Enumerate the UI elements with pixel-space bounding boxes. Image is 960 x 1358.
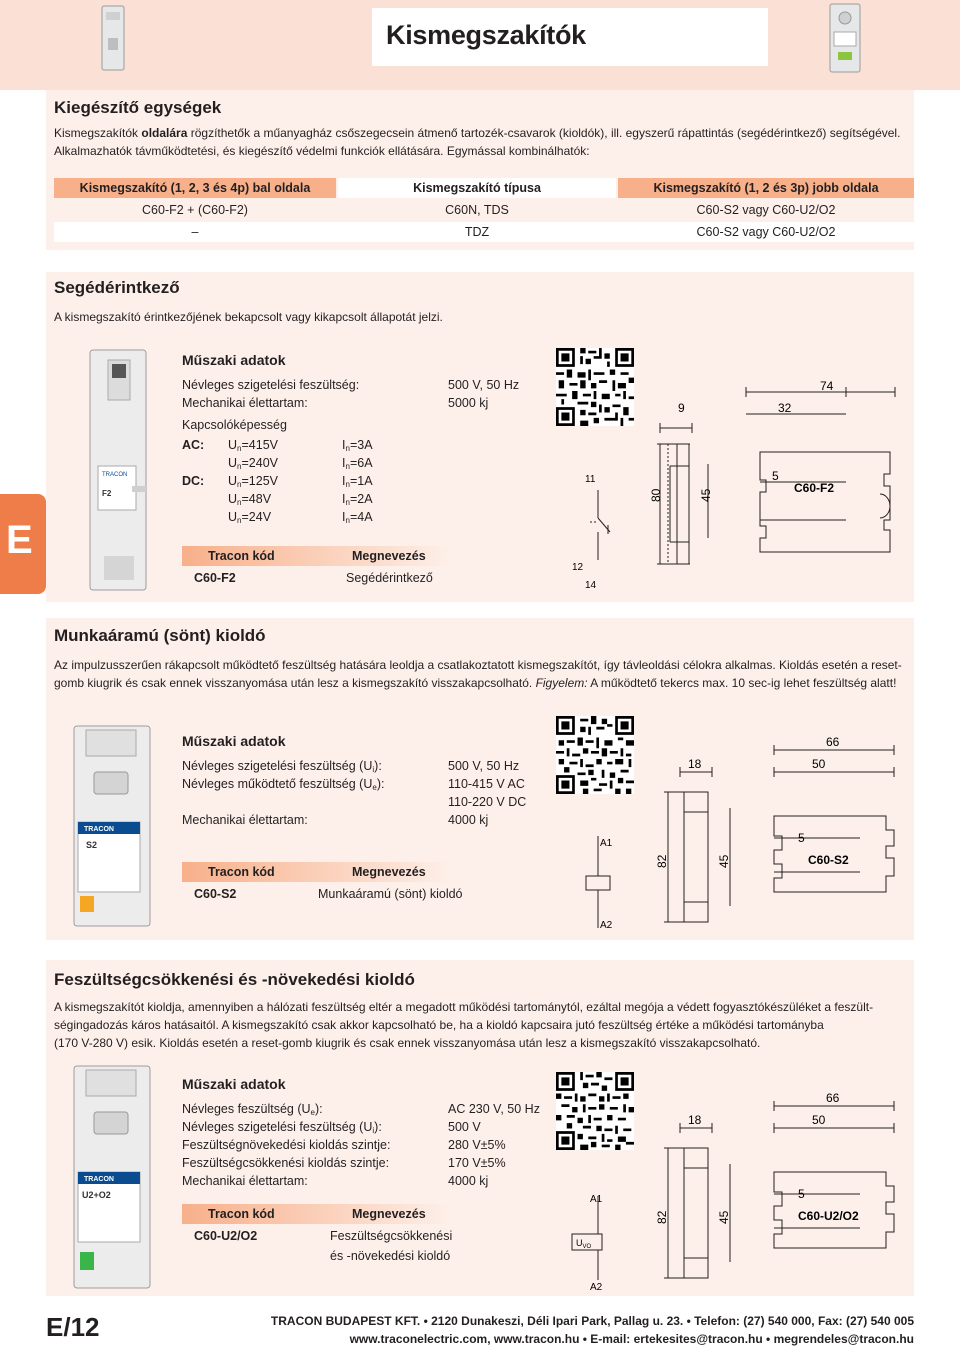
code-header: Tracon kód <box>208 865 275 879</box>
capacity-label: Kapcsolóképesség <box>182 418 287 432</box>
dimension-drawing-f2 <box>560 370 920 602</box>
tech-value: 5000 kj <box>448 396 489 410</box>
table-cell: C60N, TDS <box>445 203 509 217</box>
cap-voltage: $U_n=415V$ <box>228 438 278 453</box>
section-paragraph: A kismegszakítót kioldja, amennyiben a hálózati feszültség eltér a megadott működési tartománytól, ezáltal megója a védett fogyasztókészüléket a feszült- <box>54 1000 874 1014</box>
dimension-drawing-s2 <box>560 728 920 938</box>
svg-text:32: 32 <box>778 401 792 415</box>
section-tab-letter: E <box>6 518 33 562</box>
table-header-left: Kismegszakító (1, 2, 3 és 4p) bal oldala <box>54 178 336 198</box>
cap-current: $I_n=2A$ <box>342 492 373 507</box>
cap-voltage: $U_n=125V$ <box>228 474 278 489</box>
svg-text:U2+O2: U2+O2 <box>82 1190 111 1200</box>
cap-current: $I_n=6A$ <box>342 456 373 471</box>
cap-voltage: $U_n=24V$ <box>228 510 272 525</box>
tech-value: 110-220 V DC <box>448 795 527 809</box>
tech-value: AC 230 V, 50 Hz <box>448 1102 540 1116</box>
svg-text:45: 45 <box>717 1210 731 1224</box>
section-heading: Feszültségcsökkenési és -növekedési kioldó <box>54 970 415 989</box>
svg-text:5: 5 <box>798 831 805 845</box>
svg-text:F2: F2 <box>102 489 112 498</box>
header-product-image-right <box>820 2 870 76</box>
section-paragraph: A kismegszakító érintkezőjének bekapcsolt vagy kikapcsolt állapotát jelzi. <box>54 310 443 324</box>
cap-current: $I_n=1A$ <box>342 474 373 489</box>
table-header-right: Kismegszakító (1, 2 és 3p) jobb oldala <box>618 178 914 198</box>
tech-label: Névleges feszültség $(U_e)$: <box>182 1102 323 1117</box>
product-code: C60-S2 <box>194 887 237 901</box>
svg-text:A1: A1 <box>600 838 613 849</box>
svg-text:80: 80 <box>649 488 663 502</box>
page-number: E/12 <box>46 1312 100 1342</box>
tech-label: Mechanikai élettartam: <box>182 1174 308 1188</box>
svg-text:82: 82 <box>655 1210 669 1224</box>
tech-value: 110-415 V AC <box>448 777 525 791</box>
section-paragraph-2: ségingadozás káros hatásaitól. A kismegszakító csak akkor kapcsolható be, ha a kioldó kapcsaira jutó feszültség értéke a működési tartományba <box>54 1018 824 1032</box>
tech-value: 500 V, 50 Hz <box>448 378 520 392</box>
product-name: Feszültségcsökkenési <box>330 1229 453 1243</box>
cap-current: $I_n=3A$ <box>342 438 373 453</box>
svg-text:TRACON: TRACON <box>84 826 114 833</box>
svg-text:A2: A2 <box>590 1282 603 1293</box>
section-paragraph: Kismegszakítók oldalára rögzíthetők a műanyagház csőszegecsein átmenő tartozék-csavarok (kioldók), ill. egyszerű rápattintás (segédérintkező) segítségével. <box>54 126 901 140</box>
svg-text:66: 66 <box>826 735 840 749</box>
tech-label: Feszültségnövekedési kioldás szintje: <box>182 1138 391 1152</box>
section-kiegeszito <box>46 90 914 250</box>
name-header: Megnevezés <box>352 549 426 563</box>
tech-title: Műszaki adatok <box>182 733 286 749</box>
section-paragraph-3: (170 V-280 V) esik. Kioldás esetén a reset-gomb kiugrik és csak ennek visszanyomása után lesz a kismegszakító visszakapcsolható. <box>54 1036 761 1050</box>
section-paragraph-2: gomb kiugrik és csak ennek visszanyomása után lesz a kismegszakító visszakapcsolható. Figyelem: A működtető tekercs max. 10 sec-ig lehet feszültség alatt! <box>54 676 897 690</box>
code-header: Tracon kód <box>208 1207 275 1221</box>
product-code: C60-F2 <box>194 571 236 585</box>
svg-text:66: 66 <box>826 1091 840 1105</box>
table-header-middle: Kismegszakító típusa <box>338 178 616 198</box>
table-cell: C60-F2 + (C60-F2) <box>142 203 248 217</box>
table-cell: C60-S2 vagy C60-U2/O2 <box>696 225 836 239</box>
tech-label: Névleges szigetelési feszültség: <box>182 378 360 392</box>
product-name: Munkaáramú (sönt) kioldó <box>318 887 463 901</box>
tech-title: Műszaki adatok <box>182 352 286 368</box>
product-image-s2 <box>64 722 164 934</box>
cap-voltage: $U_n=240V$ <box>228 456 278 471</box>
dc-label: DC: <box>182 474 205 488</box>
section-heading: Segédérintkező <box>54 278 180 297</box>
svg-text:A2: A2 <box>600 920 613 931</box>
tech-label: Feszültségcsökkenési kioldás szintje: <box>182 1156 390 1170</box>
ac-label: AC: <box>182 438 205 452</box>
svg-text:12: 12 <box>572 562 584 573</box>
tech-title: Műszaki adatok <box>182 1076 286 1092</box>
svg-text:18: 18 <box>688 1113 702 1127</box>
tech-value: 4000 kj <box>448 813 489 827</box>
dimension-drawing-u2o2 <box>560 1084 920 1296</box>
svg-text:9: 9 <box>678 401 685 415</box>
tech-label: Névleges szigetelési feszültség $(U_i)$: <box>182 759 382 774</box>
tech-label: Mechanikai élettartam: <box>182 813 308 827</box>
svg-text:45: 45 <box>699 488 713 502</box>
table-cell: – <box>191 225 199 239</box>
product-name-2: és -növekedési kioldó <box>330 1249 451 1263</box>
svg-text:TRACON: TRACON <box>84 1176 114 1183</box>
footer-contact: www.traconelectric.com, www.tracon.hu • E-mail: ertekesites@tracon.hu • megrendeles@tracon.hu <box>349 1332 914 1346</box>
name-header: Megnevezés <box>352 1207 426 1221</box>
tech-value: 280 V±5% <box>448 1138 506 1152</box>
cap-voltage: $U_n=48V$ <box>228 492 272 507</box>
code-header: Tracon kód <box>208 549 275 563</box>
table-cell: TDZ <box>464 225 490 239</box>
svg-text:50: 50 <box>812 1113 826 1127</box>
section-heading: Kiegészítő egységek <box>54 98 222 117</box>
cap-current: $I_n=4A$ <box>342 510 373 525</box>
svg-text:11: 11 <box>585 474 596 485</box>
product-image-u2o2 <box>64 1062 164 1294</box>
svg-text:A1: A1 <box>590 1194 603 1205</box>
svg-text:5: 5 <box>798 1187 805 1201</box>
page-title: Kismegszakítók <box>386 20 586 50</box>
tech-value: 500 V <box>448 1120 481 1134</box>
svg-text:45: 45 <box>717 854 731 868</box>
table-cell: C60-S2 vagy C60-U2/O2 <box>696 203 836 217</box>
svg-text:UVO: $U_{VO}$ <box>576 1238 592 1250</box>
svg-text:S2: S2 <box>86 840 98 850</box>
svg-text:5: 5 <box>772 469 779 483</box>
svg-text:C60-S2: C60-S2 <box>808 853 849 867</box>
svg-text:82: 82 <box>655 854 669 868</box>
svg-text:C60-U2/O2: C60-U2/O2 <box>798 1209 859 1223</box>
svg-text:50: 50 <box>812 757 826 771</box>
section-paragraph-2: Alkalmazhatók távműködtetési, és kiegészítő védelmi funkciók ellátására. Egymással kombinálhatók: <box>54 144 590 158</box>
header-product-image-left <box>92 4 134 74</box>
tech-label: Névleges működtető feszültség $(U_e)$: <box>182 777 385 792</box>
footer-address: TRACON BUDAPEST KFT. • 2120 Dunakeszi, Déli Ipari Park, Pallag u. 23. • Telefon: (27) 540 000, Fax: (27) 540 005 <box>270 1314 914 1328</box>
tech-label: Mechanikai élettartam: <box>182 396 308 410</box>
svg-text:18: 18 <box>688 757 702 771</box>
section-heading: Munkaáramú (sönt) kioldó <box>54 626 266 645</box>
product-image-f2 <box>80 346 160 596</box>
product-code: C60-U2/O2 <box>194 1229 258 1243</box>
tech-label: Névleges szigetelési feszültség $(U_i)$: <box>182 1120 382 1135</box>
tech-value: 500 V, 50 Hz <box>448 759 520 773</box>
product-name: Segédérintkező <box>346 571 433 585</box>
name-header: Megnevezés <box>352 865 426 879</box>
tech-value: 170 V±5% <box>448 1156 506 1170</box>
section-paragraph: Az impulzusszerűen rákapcsolt működtető feszültség hatására leoldja a csatlakoztatott kismegszakítót, így távleoldási célokra alkalmas. Kioldás esetén a reset- <box>54 658 902 672</box>
svg-text:C60-F2: C60-F2 <box>794 481 835 495</box>
svg-text:74: 74 <box>820 379 834 393</box>
svg-text:14: 14 <box>585 580 597 591</box>
tech-value: 4000 kj <box>448 1174 489 1188</box>
svg-text:TRACON: TRACON <box>102 472 128 478</box>
